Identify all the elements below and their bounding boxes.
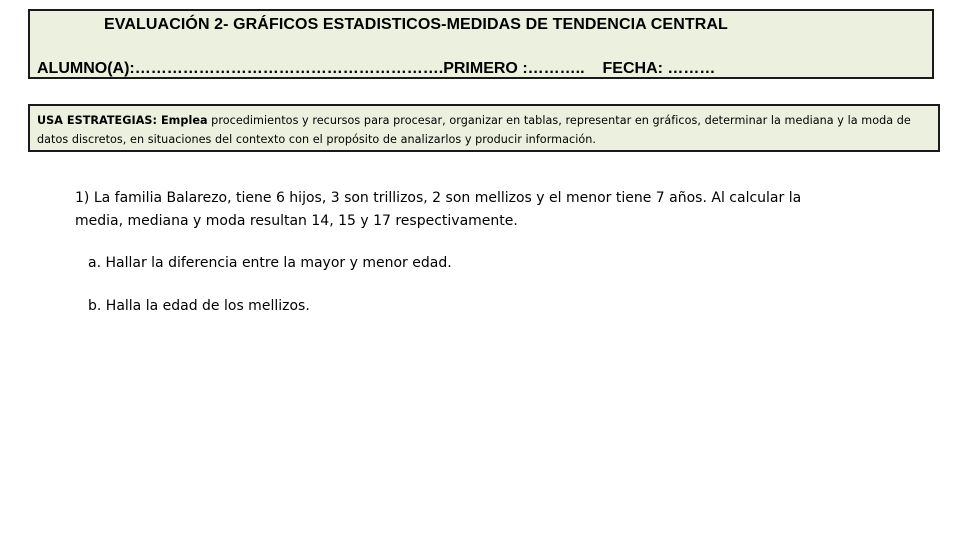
strategies-box xyxy=(28,104,940,152)
student-info-line xyxy=(37,60,715,78)
strategies-lead: USA ESTRATEGIAS: Emplea xyxy=(37,114,208,127)
student-grade-field: ALUMNO(A):………………………………………………….PRIMERO :……….. xyxy=(37,60,585,77)
question-1-part-b: b. Halla la edad de los mellizos. xyxy=(88,298,310,314)
date-field: FECHA: ……… xyxy=(602,60,716,77)
question-1: 1) La familia Balarezo, tiene 6 hijos, 3 son trillizos, 2 son mellizos y el menor tiene 7 años. Al calcular la media, mediana y moda resultan 14, 15 y 17 respectivamente. xyxy=(75,190,802,229)
exam-title: EVALUACIÓN 2- GRÁFICOS ESTADISTICOS-MEDIDAS DE TENDENCIA CENTRAL xyxy=(104,16,728,33)
exam-header xyxy=(28,9,934,79)
strategies-text: procedimientos y recursos para procesar, organizar en tablas, representar en gráficos, determinar la mediana y la moda de datos discretos, en situaciones del contexto con el propósito de analizarlos y producir información. xyxy=(37,114,911,146)
question-1-part-a: a. Hallar la diferencia entre la mayor y menor edad. xyxy=(88,255,452,271)
